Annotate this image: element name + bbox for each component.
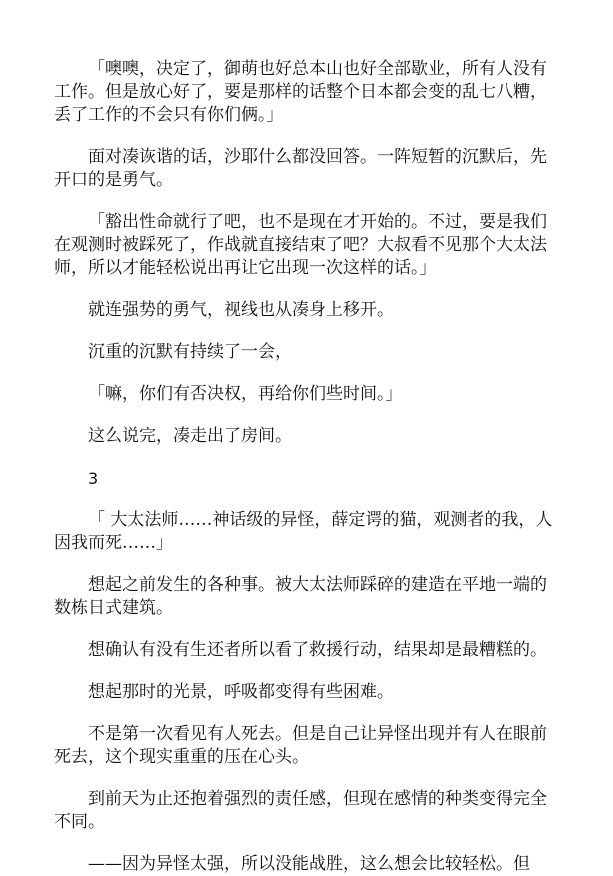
paragraph-5: 沉重的沉默有持续了一会，: [88, 342, 292, 362]
paragraph-3: 「豁出性命就行了吧，也不是现在才开始的。不过，要是我们在观测时被踩死了，作战就直接结束了吧？大叔看不见那个大太法师，所以才能轻松说出再让它出现一次这样的话。」: [54, 212, 547, 278]
section-number: 3: [88, 469, 99, 488]
paragraph-12: 不是第一次看见有人死去。但是自己让异怪出现并有人在眼前死去，这个现实重重的压在心头。: [54, 724, 547, 767]
paragraph-7: 这么说完，凑走出了房间。: [88, 426, 292, 446]
paragraph-4: 就连强势的勇气，视线也从凑身上移开。: [88, 300, 394, 320]
paragraph-9: 想起之前发生的各种事。被大太法师踩碎的建造在平地一端的数栋日式建筑。: [54, 575, 547, 618]
paragraph-14: ——因为异怪太强，所以没能战胜，这么想会比较轻松。但: [88, 854, 530, 874]
paragraph-8: 「 大太法师……神话级的异怪，薛定谔的猫，观测者的我，人因我而死……」: [54, 510, 553, 553]
paragraph-13: 到前天为止还抱着强烈的责任感，但现在感情的种类变得完全不同。: [54, 789, 547, 832]
paragraph-6: 「嘛，你们有否决权，再给你们些时间。」: [88, 384, 403, 404]
paragraph-2: 面对凑诙谐的话，沙耶什么都没回答。一阵短暂的沉默后，先开口的是勇气。: [54, 147, 547, 190]
paragraph-11: 想起那时的光景，呼吸都变得有些困难。: [88, 682, 394, 702]
paragraph-1: 「噢噢，决定了，御萌也好总本山也好全部歇业，所有人没有工作。但是放心好了，要是那样的话整个日本都会变的乱七八糟，丢了工作的不会只有你们俩。」: [54, 59, 547, 125]
paragraph-10: 想确认有没有生还者所以看了救援行动，结果却是最糟糕的。: [88, 640, 547, 660]
